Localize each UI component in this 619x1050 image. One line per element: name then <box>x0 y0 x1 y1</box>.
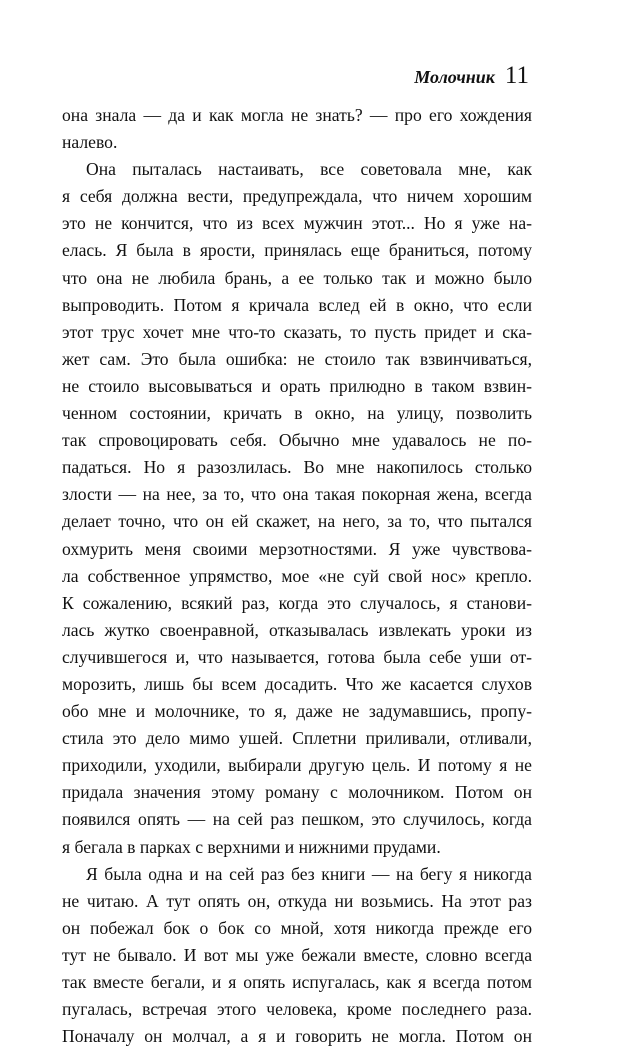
text-line: ченном состоянии, кричать в окно, на улицу, позволить <box>62 403 532 424</box>
text-line: не читаю. А тут опять он, откуда ни возьмись. На этот раз <box>62 890 532 911</box>
text-line: случившегося и, что называется, готова была себе уши от- <box>62 646 532 667</box>
text-line: приходили, уходили, выбирали другую цель. И потому я не <box>62 755 532 776</box>
text-line: так спровоцировать себя. Обычно мне удавалось не по- <box>62 430 532 451</box>
text-line: налево. <box>62 132 118 153</box>
text-line: я бегала в парках с верхними и нижними прудами. <box>62 836 441 857</box>
text-line: морозить, лишь бы всем досадить. Что же касается слухов <box>62 673 532 694</box>
text-line: ла собственное упрямство, мое «не суй свой нос» крепло. <box>62 565 532 586</box>
text-line: я себя должна вести, предупреждала, что ничем хорошим <box>62 186 532 207</box>
text-line: жет сам. Это была ошибка: не стоило так взвинчиваться, <box>62 348 532 369</box>
text-line: он побежал бок о бок со мной, хотя никогда прежде его <box>62 917 532 938</box>
text-line: стила это дело мимо ушей. Сплетни приливали, отливали, <box>62 728 532 749</box>
text-line: пугалась, встречая этого человека, кроме последнего раза. <box>62 999 532 1020</box>
text-line: Она пыталась настаивать, все советовала мне, как <box>86 159 532 180</box>
page-number: 11 <box>504 62 529 89</box>
text-line: придала значения этому роману с молочником. Потом он <box>62 782 532 803</box>
text-line: лась жутко своенравной, отказывалась извлекать уроки из <box>62 619 532 640</box>
running-head-title: Молочник <box>414 67 495 87</box>
text-line: этот трус хочет мне что-то сказать, то пусть придет и ска- <box>62 321 532 342</box>
text-line: Я была одна и на сей раз без книги — на бегу я никогда <box>86 863 532 884</box>
text-line: злости — на нее, за то, что она такая покорная жена, всегда <box>62 484 532 505</box>
text-line: обо мне и молочнике, то я, даже не задумавшись, пропу- <box>62 701 532 722</box>
text-line: делает точно, что он ей скажет, на него, за то, что пытался <box>62 511 532 532</box>
text-line: это не кончится, что из всех мужчин этот... Но я уже на- <box>62 213 532 234</box>
text-line: падаться. Но я разозлилась. Во мне накопилось столько <box>62 457 532 478</box>
text-line: выпроводить. Потом я кричала вслед ей в окно, что если <box>62 294 532 315</box>
text-line: тут не бывало. И вот мы уже бежали вместе, словно всегда <box>62 944 532 965</box>
text-line: охмурить меня своими мерзотностями. Я уже чувствова- <box>62 538 532 559</box>
running-head <box>414 62 529 90</box>
text-line: появился опять — на сей раз пешком, это случилось, когда <box>62 809 532 830</box>
text-line: что она не любила брань, а ее только так и можно было <box>62 267 532 288</box>
text-line: елась. Я была в ярости, принялась еще браниться, потому <box>62 240 532 261</box>
text-line: так вместе бегали, и я опять испугалась, как я всегда потом <box>62 972 532 992</box>
text-line: не стоило высовываться и орать прилюдно в таком взвин- <box>62 375 532 396</box>
text-line: К сожалению, всякий раз, когда это случалось, я станови- <box>62 592 532 613</box>
text-line: Поначалу он молчал, а я и говорить не могла. Потом он <box>62 1026 532 1047</box>
text-line: она знала — да и как могла не знать? — про его хождения <box>62 105 532 125</box>
body-text <box>62 102 532 1050</box>
